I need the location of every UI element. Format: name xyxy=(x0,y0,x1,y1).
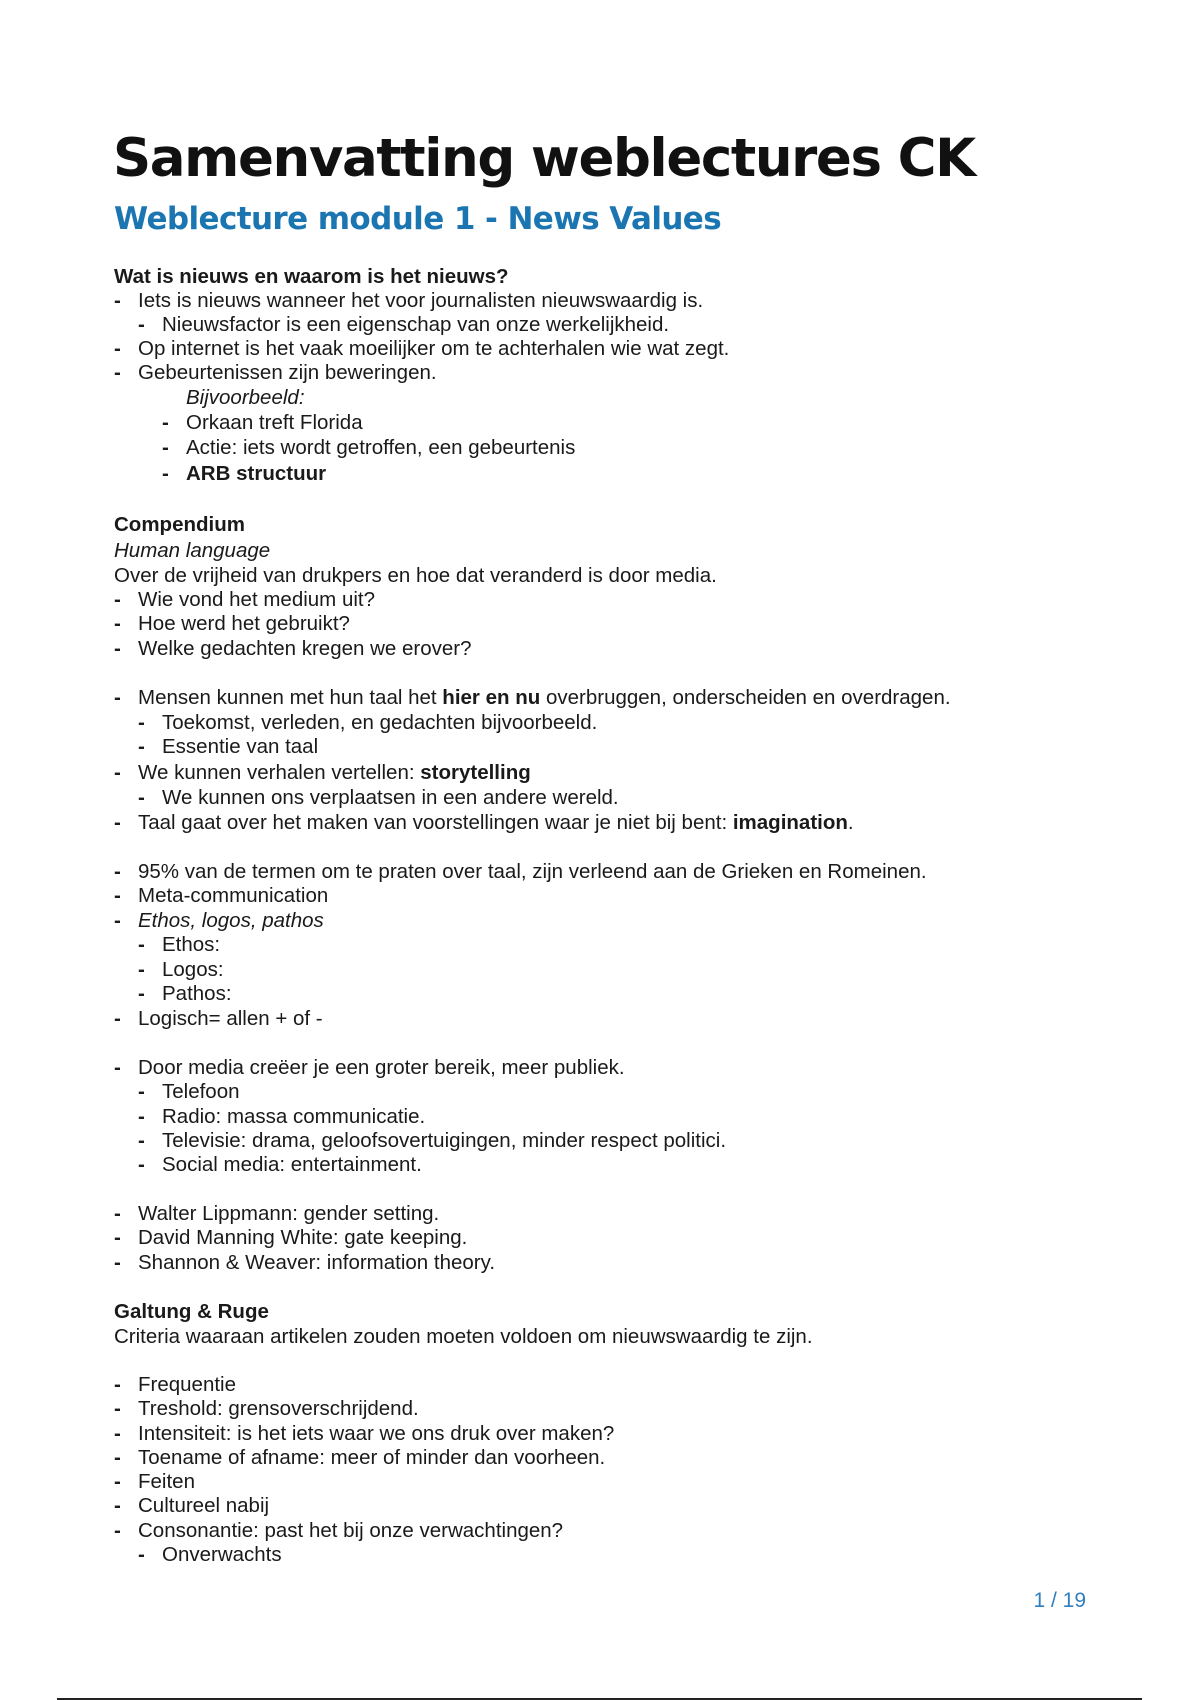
list-item-text: Shannon & Weaver: information theory. xyxy=(138,1251,496,1274)
bullet-dash: - xyxy=(114,686,121,709)
bullet-dash: - xyxy=(138,711,145,734)
list-item-text: ARB structuur xyxy=(186,462,327,485)
list-item-text: Cultureel nabij xyxy=(138,1494,270,1517)
emphasis-text: imagination xyxy=(732,811,848,834)
bullet-dash: - xyxy=(138,933,145,956)
list-item-text: Onverwachts xyxy=(162,1543,282,1566)
list-item-text xyxy=(138,686,951,710)
bullet-dash: - xyxy=(114,1397,121,1420)
bullet-dash: - xyxy=(138,786,145,809)
bullet-dash: - xyxy=(138,313,145,336)
list-item-text: Consonantie: past het bij onze verwachtingen? xyxy=(138,1519,564,1542)
bullet-dash: - xyxy=(114,1470,121,1493)
section-heading-compendium: Compendium xyxy=(114,513,245,536)
list-item-text: Radio: massa communicatie. xyxy=(162,1105,426,1128)
list-item-text: Feiten xyxy=(138,1470,195,1493)
bullet-dash: - xyxy=(114,637,121,660)
list-item-text: Social media: entertainment. xyxy=(162,1153,422,1176)
page-number: 1 / 19 xyxy=(1033,1589,1086,1612)
list-item-text xyxy=(138,811,854,835)
bullet-dash: - xyxy=(138,1543,145,1566)
emphasis-text: storytelling xyxy=(420,761,531,784)
bullet-dash: - xyxy=(114,1251,121,1274)
list-item-text: Ethos: xyxy=(162,933,221,956)
bullet-dash: - xyxy=(114,1519,121,1542)
list-item-text: Toename of afname: meer of minder dan voorheen. xyxy=(138,1446,606,1469)
bullet-dash: - xyxy=(114,909,121,932)
bullet-dash: - xyxy=(114,1494,121,1517)
list-item-text: We kunnen ons verplaatsen in een andere wereld. xyxy=(162,786,619,809)
bullet-dash: - xyxy=(114,612,121,635)
bullet-dash: - xyxy=(138,982,145,1005)
emphasis-text: hier en nu xyxy=(442,686,541,709)
bullet-dash: - xyxy=(162,462,169,485)
list-item-text: Telefoon xyxy=(162,1080,240,1103)
list-item-text: Logisch= allen + of - xyxy=(138,1007,323,1030)
bullet-dash: - xyxy=(138,1105,145,1128)
bullet-dash: - xyxy=(138,958,145,981)
list-item-text: Wie vond het medium uit? xyxy=(138,588,376,611)
list-item-text: 95% van de termen om te praten over taal, zijn verleend aan de Grieken en Romeinen. xyxy=(138,860,927,883)
list-item-text: Nieuwsfactor is een eigenschap van onze werkelijkheid. xyxy=(162,313,670,336)
list-item-text: Gebeurtenissen zijn beweringen. xyxy=(138,361,437,384)
list-item-text: Op internet is het vaak moeilijker om te achterhalen wie wat zegt. xyxy=(138,337,730,360)
list-item-text: Ethos, logos, pathos xyxy=(138,909,324,932)
list-item-text: Frequentie xyxy=(138,1373,237,1396)
document-title: Samenvatting weblectures CK xyxy=(113,128,975,189)
paragraph: Criteria waaraan artikelen zouden moeten voldoen om nieuwswaardig te zijn. xyxy=(114,1325,813,1348)
section-heading-nieuws: Wat is nieuws en waarom is het nieuws? xyxy=(114,265,509,288)
bullet-dash: - xyxy=(138,1080,145,1103)
bullet-dash: - xyxy=(114,1007,121,1030)
bullet-dash: - xyxy=(114,811,121,834)
list-item-text: Toekomst, verleden, en gedachten bijvoorbeeld. xyxy=(162,711,598,734)
list-item-text: Treshold: grensoverschrijdend. xyxy=(138,1397,419,1420)
list-item-text: Essentie van taal xyxy=(162,735,319,758)
bullet-dash: - xyxy=(114,1373,121,1396)
text-run: Mensen kunnen met hun taal het xyxy=(138,686,443,709)
bullet-dash: - xyxy=(114,337,121,360)
list-item-text xyxy=(138,761,531,785)
list-item-text: Hoe werd het gebruikt? xyxy=(138,612,350,635)
list-item-text: Door media creëer je een groter bereik, meer publiek. xyxy=(138,1056,625,1079)
example-label-text: Bijvoorbeeld: xyxy=(186,386,305,409)
bullet-dash: - xyxy=(162,411,169,434)
bullet-dash: - xyxy=(114,860,121,883)
bullet-dash: - xyxy=(114,1202,121,1225)
text-run: We kunnen verhalen vertellen: xyxy=(138,761,421,784)
bullet-dash: - xyxy=(138,735,145,758)
section-heading-galtung-ruge: Galtung & Ruge xyxy=(114,1300,269,1323)
bullet-dash: - xyxy=(114,1422,121,1445)
bullet-dash: - xyxy=(138,1129,145,1152)
list-item-text: David Manning White: gate keeping. xyxy=(138,1226,468,1249)
bullet-dash: - xyxy=(114,1446,121,1469)
bullet-dash: - xyxy=(114,588,121,611)
bullet-dash: - xyxy=(114,361,121,384)
list-item-text: Welke gedachten kregen we erover? xyxy=(138,637,472,660)
list-item-text: Walter Lippmann: gender setting. xyxy=(138,1202,440,1225)
bullet-dash: - xyxy=(114,1226,121,1249)
list-item-text: Iets is nieuws wanneer het voor journalisten nieuwswaardig is. xyxy=(138,289,704,312)
bullet-dash: - xyxy=(114,289,121,312)
list-item-text: Televisie: drama, geloofsovertuigingen, minder respect politici. xyxy=(162,1129,727,1152)
list-item-text: Logos: xyxy=(162,958,224,981)
bullet-dash: - xyxy=(114,884,121,907)
list-item-text: Actie: iets wordt getroffen, een gebeurtenis xyxy=(186,436,576,459)
list-item-text: Meta-communication xyxy=(138,884,329,907)
list-item-text: Orkaan treft Florida xyxy=(186,411,363,434)
list-item-text: Pathos: xyxy=(162,982,232,1005)
bullet-dash: - xyxy=(114,1056,121,1079)
text-run: overbruggen, onderscheiden en overdragen. xyxy=(540,686,951,709)
text-run: . xyxy=(847,811,854,834)
list-item-text: Intensiteit: is het iets waar we ons druk over maken? xyxy=(138,1422,615,1445)
subheading-human-language: Human language xyxy=(114,539,271,562)
bullet-dash: - xyxy=(114,761,121,784)
section-subtitle: Weblecture module 1 - News Values xyxy=(114,201,722,237)
bullet-dash: - xyxy=(138,1153,145,1176)
bullet-dash: - xyxy=(162,436,169,459)
text-run: Taal gaat over het maken van voorstellingen waar je niet bij bent: xyxy=(138,811,733,834)
paragraph: Over de vrijheid van drukpers en hoe dat veranderd is door media. xyxy=(114,564,717,587)
